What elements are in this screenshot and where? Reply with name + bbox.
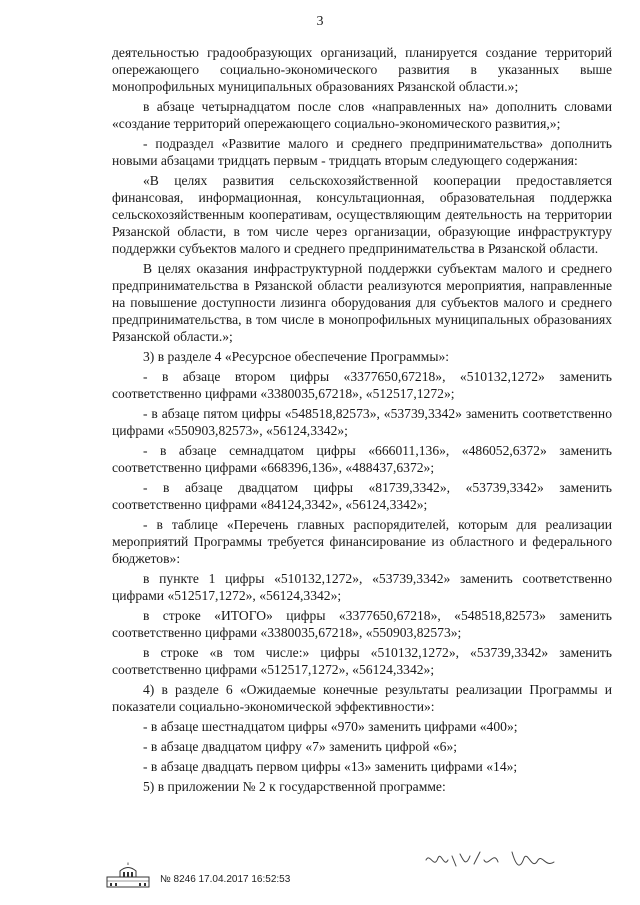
paragraph: - в абзаце двадцатом цифру «7» заменить цифрой «6»; [143, 739, 458, 754]
paragraph: в абзаце четырнадцатом после слов «направленных на» дополнить словами «создание территорий опережающего социально-экономического развития,»; [112, 99, 612, 131]
paragraph: 4) в разделе 6 «Ожидаемые конечные результаты реализации Программы и показатели социально-экономической эффективности»: [112, 682, 612, 714]
registration-stamp: № 8246 17.04.2017 16:52:53 [160, 874, 291, 885]
paragraph: - в абзаце шестнадцатом цифры «970» заменить цифрами «400»; [143, 719, 518, 734]
paragraph: 5) в приложении № 2 к государственной программе: [143, 779, 446, 794]
paragraph: - подраздел «Развитие малого и среднего предпринимательства» дополнить новыми абзацами тридцать первым - тридцать вторым следующего содержания: [112, 136, 612, 168]
paragraph: - в абзаце семнадцатом цифры «666011,136», «486052,6372» заменить соответственно цифрами «668396,136», «488437,6372»; [112, 443, 612, 475]
paragraph: В целях оказания инфраструктурной поддержки субъектам малого и среднего предпринимательства в Рязанской области реализуются мероприятия, направленные на повышение доступности лизинга оборудования для субъектов малого и среднего предпринимательства, в том числе в монопрофильных муниципальных образованиях Рязанской области.»; [112, 261, 612, 344]
paragraph: - в абзаце втором цифры «3377650,67218», «510132,1272» заменить соответственно цифрами «3380035,67218», «512517,1272»; [112, 369, 612, 401]
building-emblem-icon [106, 862, 150, 888]
paragraph: - в абзаце двадцатом цифры «81739,3342», «53739,3342» заменить соответственно цифрами «84124,3342», «56124,3342»; [112, 480, 612, 512]
paragraph: - в абзаце двадцать первом цифры «13» заменить цифрами «14»; [143, 759, 518, 774]
paragraph: в строке «ИТОГО» цифры «3377650,67218», «548518,82573» заменить соответственно цифрами «3380035,67218», «550903,82573»; [112, 608, 612, 640]
paragraph: в строке «в том числе:» цифры «510132,1272», «53739,3342» заменить соответственно цифрами «512517,1272», «56124,3342»; [112, 645, 612, 677]
handwritten-signature [420, 842, 570, 882]
paragraph: «В целях развития сельскохозяйственной кооперации предоставляется финансовая, информационная, консультационная, образовательная поддержка сельскохозяйственным кооперативам, осуществляющим деятельность на территории Рязанской области, в том числе через организации, образующие инфраструктуру поддержки субъектов малого и среднего предпринимательства в Рязанской области. [112, 173, 612, 256]
paragraph: - в таблице «Перечень главных распорядителей, которым для реализации мероприятий Программы требуется финансирование из областного и федерального бюджетов»: [112, 517, 612, 566]
document-body [112, 44, 612, 798]
paragraph: 3) в разделе 4 «Ресурсное обеспечение Программы»: [143, 349, 450, 364]
page-number: 3 [316, 14, 324, 29]
paragraph: - в абзаце пятом цифры «548518,82573», «53739,3342» заменить соответственно цифрами «550903,82573», «56124,3342»; [112, 406, 612, 438]
paragraph: деятельностью градообразующих организаций, планируется создание территорий опережающего социально-экономического развития в указанных выше монопрофильных муниципальных образованиях Рязанской области.»; [112, 45, 612, 94]
paragraph: в пункте 1 цифры «510132,1272», «53739,3342» заменить соответственно цифрами «512517,1272», «56124,3342»; [112, 571, 612, 603]
